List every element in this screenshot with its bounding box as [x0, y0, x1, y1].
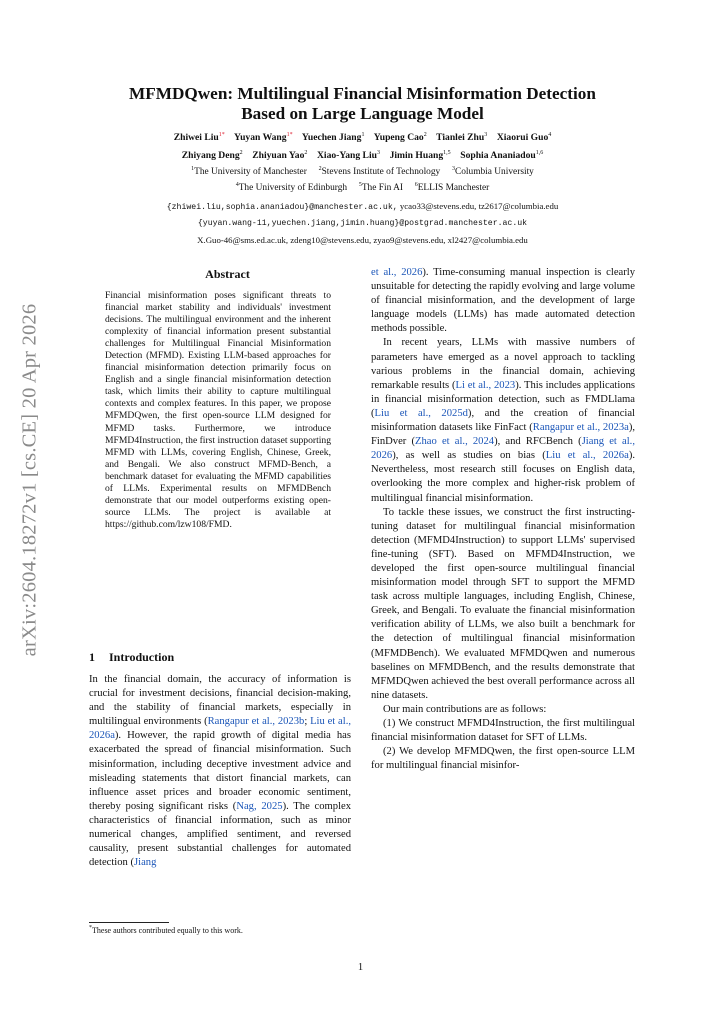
citation-link[interactable]: Liu et al., 2025d [374, 407, 468, 419]
footnote-mark: * [89, 925, 92, 931]
citation-link[interactable]: Zhao et al., 2024 [415, 436, 495, 448]
email-plain: X.Guo-46@sms.ed.ac.uk, zdeng10@stevens.edu, zyao9@stevens.edu, xl2427@columbia.edu [197, 235, 528, 245]
author: Xiaorui Guo$^4$ [496, 132, 552, 143]
citation-link[interactable]: et al., 2026 [371, 267, 423, 278]
arxiv-stamp [10, 255, 50, 705]
author-line-2 [90, 150, 635, 162]
arxiv-stamp-text: arXiv:2604.18272v1 [cs.CE] 20 Apr 2026 [18, 303, 41, 657]
section-heading-introduction [89, 650, 174, 665]
email-plain: ycao33@stevens.edu, tz2617@columbia.edu [397, 201, 559, 211]
paragraph: Our main contributions are as follows: [383, 703, 547, 715]
email-line-3 [90, 234, 635, 246]
affiliation-line-2: $^4$The University of Edinburgh $^5$The Fin AI $^6$ELLIS Manchester [235, 182, 490, 193]
author: Jimin Huang$^{1,5}$ [389, 150, 451, 161]
author: Zhiwei Liu$^{1*}$ [173, 132, 225, 143]
abstract-heading: Abstract [205, 267, 250, 281]
paper-title [90, 84, 635, 124]
author-line-1 [90, 132, 635, 144]
author: Tianlei Zhu$^3$ [436, 132, 488, 143]
citation-link[interactable]: Jiang [134, 857, 157, 869]
section-number: 1 [89, 650, 95, 664]
citation-link[interactable]: Jiang et al., 2026 [371, 436, 635, 462]
contribution-item: (2) We develop MFMDQwen, the first open-source LLM for multilingual financial misinfor- [371, 746, 635, 772]
left-column-body: In the financial domain, the accuracy of information is crucial for investment decisions, financial decision-making, and the stability of financial markets, especially in multilingual environments (Rangapur et al., 2023b; Liu et al., 2026a). However, the rapid growth of digital media has exacerbated the spread of financial misinformation. Such misinformation, including deceptive investment advice and misleading statements that distort financial markets, can influence asset prices and broader economic sentiment, thereby posing significant risks (Nag, 2025). The complex characteristics of financial information, such as minor numerical changes, amplified sentiment, and reversed causality, present substantial challenges for automated detection (Jiang [89, 674, 352, 869]
title-line-2: Based on Large Language Model [241, 104, 484, 123]
affiliation: Columbia University [454, 167, 534, 177]
footnote [89, 926, 359, 936]
citation-link[interactable]: Nag, 2025 [236, 800, 283, 812]
footnote-rule [89, 922, 169, 923]
citation-link[interactable]: Rangapur et al., 2023b [207, 716, 305, 728]
affiliation: Stevens Institute of Technology [321, 167, 441, 177]
abstract-text: Financial misinformation poses significant threats to financial market stability and individuals' investment decisions. The multilingual environment and the inherent complexity of financial information present substantial challenges for Multilingual Financial Misinformation Detection (MFMD). Existing LLM-based approaches for financial misinformation detection primarily focus on English and a single financial misinformation detection task, which limits their ability to capture multilingual contexts and complex features. In this paper, we propose MFMDQwen, the first open-source LLM designed for MFMD tasks. Furthermore, we introduce MFMD4Instruction, the first instruction dataset supporting MFMD with LLMs, covering English, Chinese, Greek, and Bengali. We also construct MFMD-Bench, a benchmark dataset for evaluating the MFMD capabilities of LLMs. Experimental results on MFMDBench demonstrate that our model outperforms existing open-source LLMs. The project is available at https://github.com/lzw108/FMD. [105, 290, 331, 530]
citation-link[interactable]: Liu et al., 2026a [89, 716, 352, 742]
citation-link[interactable]: Liu et al., 2026a [545, 450, 629, 462]
citation-link[interactable]: Rangapur et al., 2023a [532, 422, 629, 434]
author: Zhiyuan Yao$^2$ [252, 150, 308, 161]
email-mono: {zhiwei.liu,sophia.ananiadou}@manchester.ac.uk, [166, 203, 398, 212]
affiliation: The Fin AI [361, 183, 403, 193]
affiliation-line-1: $^1$The University of Manchester $^2$Stevens Institute of Technology $^3$Columbia University [191, 166, 534, 177]
affiliation: The University of Edinburgh [238, 183, 348, 193]
author: Zhiyang Deng$^2$ [181, 150, 243, 161]
title-line-1: MFMDQwen: Multilingual Financial Misinformation Detection [129, 84, 596, 103]
citation-link[interactable]: Li et al., 2023 [455, 379, 516, 391]
email-mono: {yuyan.wang-11,yuechen.jiang,jimin.huang}@postgrad.manchester.ac.uk [197, 219, 528, 228]
affiliation: ELLIS Manchester [417, 183, 490, 193]
paragraph: et al., 2026). Time-consuming manual inspection is clearly unsuitable for detecting the rapidly evolving and large volume of financial misinformation, and the development of large language models (LLMs) has made automated detection methods possible. [371, 267, 636, 335]
author: Yupeng Cao$^2$ [373, 132, 427, 143]
author: Sophia Ananiadou$^{1,6}$ [460, 150, 544, 161]
contribution-item: (1) We construct MFMD4Instruction, the first multilingual financial misinformation dataset for SFT of LLMs. [371, 718, 635, 744]
page-number: 1 [357, 962, 364, 973]
right-column-body [371, 266, 635, 773]
footnote-text: These authors contributed equally to this work. [92, 926, 243, 935]
author: Xiao-Yang Liu$^3$ [316, 150, 380, 161]
author: Yuechen Jiang$^1$ [301, 132, 365, 143]
paragraph: To tackle these issues, we construct the first instructing-tuning dataset for multilingual financial misinformation detection (MFMD4Instruction) to support LLMs' supervised fine-tuning (SFT). Based on MFMD4Instruction, we developed the first open-source multilingual financial misinformation model through SFT to support the MFMD task across multiple languages, including English, Chinese, Greek, and Bengali. To evaluate the financial misinformation verification ability of LLMs, we also built a benchmark for the detection of multilingual financial misinformation (MFMDBench). We evaluated MFMDQwen and numerous baselines on MFMDBench, and the results demonstrate that MFMDQwen achieved the best overall performance across all nine datasets. [371, 506, 635, 701]
author: Yuyan Wang$^{1*}$ [234, 132, 293, 143]
paragraph: In recent years, LLMs with massive numbers of parameters have emerged as a novel approach to tackling various problems in the financial domain, achieving remarkable results (Li et al., 2023). This includes applications in financial misinformation detection, such as FMDLlama (Liu et al., 2025d), and the creation of financial misinformation datasets like FinFact (Rangapur et al., 2023a), FinDver (Zhao et al., 2024), and RFCBench (Jiang et al., 2026), as well as studies on bias (Liu et al., 2026a). Nevertheless, most research still focuses on English data, overlooking the more complex and higher-risk problem of multilingual financial misinformation. [371, 337, 636, 504]
section-title: Introduction [109, 650, 175, 664]
email-line-2 [90, 217, 635, 230]
email-line-1 [90, 200, 635, 214]
affiliation: The University of Manchester [194, 167, 307, 177]
